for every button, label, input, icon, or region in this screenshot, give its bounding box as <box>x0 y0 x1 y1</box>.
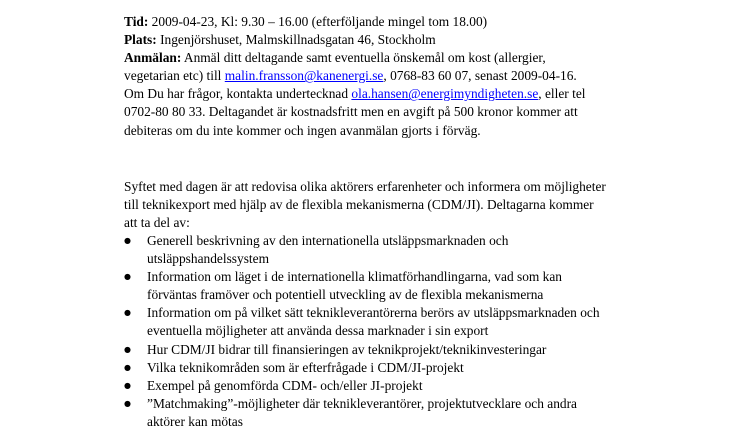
list-item-line: Exempel på genomförda CDM- och/eller JI-projekt <box>147 377 423 393</box>
list-item <box>124 359 644 377</box>
spacer <box>124 140 644 178</box>
list-item-line: aktörer kan mötas <box>147 413 243 429</box>
place-line <box>124 31 644 49</box>
list-item-line: Hur CDM/JI bidrar till finansieringen av teknikprojekt/teknikinvesteringar <box>147 341 547 357</box>
list-item-line: Information om läget i de internationella klimatförhandlingarna, vad som kan <box>147 269 562 285</box>
list-item-line: eventuella möjligheter att använda dessa marknader i sin export <box>147 323 489 339</box>
purpose-line-1: Syftet med dagen är att redovisa olika aktörers erfarenheter och informera om möjligheter <box>124 178 606 194</box>
list-item-line: utsläppshandelssystem <box>147 251 269 267</box>
date-line <box>124 13 644 31</box>
list-item-line: Information om på vilket sätt teknikleverantörerna berörs av utsläppsmarknaden och <box>147 305 600 321</box>
signup-line-2 <box>124 67 644 85</box>
signup-text-3: , 0768-83 60 07, senast 2009-04-16. <box>383 68 577 84</box>
contact-email-link[interactable]: ola.hansen@energimyndigheten.se <box>351 86 539 102</box>
event-info <box>124 13 644 140</box>
bullet-icon: ● <box>124 344 131 354</box>
date-value: 2009-04-23, Kl: 9.30 – 16.00 (efterföljande mingel tom 18.00) <box>148 14 488 29</box>
place-label: Plats: <box>124 32 157 48</box>
purpose-paragraph <box>124 178 644 232</box>
purpose-line-2: till teknikexport med hjälp av de flexibla mekanismerna (CDM/JI). Deltagarna kommer <box>124 196 594 212</box>
contact-text-2: , eller tel <box>538 86 586 102</box>
bullet-list <box>124 232 644 431</box>
list-item-line: ”Matchmaking”-möjligheter där teknikleverantörer, projektutvecklare och andra <box>147 395 578 411</box>
list-item <box>124 395 644 431</box>
list-item <box>124 268 644 304</box>
fee-line-2: debiteras om du inte kommer och ingen avanmälan gjorts i förväg. <box>124 122 481 138</box>
signup-text-2: vegetarian etc) till <box>124 68 225 84</box>
contact-line <box>124 85 644 103</box>
signup-email-link[interactable]: malin.fransson@kanenergi.se <box>224 68 384 84</box>
signup-line-1 <box>124 49 644 67</box>
list-item <box>124 232 644 268</box>
list-item-line: Vilka teknikområden som är efterfrågade i CDM/JI-projekt <box>147 359 464 375</box>
contact-text-1: Om Du har frågor, kontakta undertecknad <box>124 86 352 102</box>
list-item-line: Generell beskrivning av den internationella utsläppsmarknaden och <box>147 232 509 248</box>
list-item <box>124 341 644 359</box>
signup-label: Anmälan: <box>124 50 182 66</box>
date-label: Tid: <box>124 14 149 29</box>
bullet-icon: ● <box>124 380 131 390</box>
place-value: Ingenjörshuset, Malmskillnadsgatan 46, Stockholm <box>156 32 436 48</box>
signup-text-1: Anmäl ditt deltagande samt eventuella önskemål om kost (allergier, <box>181 50 546 66</box>
bullet-icon: ● <box>124 308 131 318</box>
fee-line-1: 0702-80 80 33. Deltagandet är kostnadsfritt men en avgift på 500 kronor kommer att <box>124 104 578 120</box>
bullet-icon: ● <box>124 398 131 408</box>
list-item-line: förväntas framöver och potentiell utveckling av de flexibla mekanismerna <box>147 287 544 303</box>
list-item <box>124 377 644 395</box>
bullet-icon: ● <box>124 235 131 245</box>
bullet-icon: ● <box>124 272 131 282</box>
document-page <box>124 13 644 431</box>
bullet-icon: ● <box>124 362 131 372</box>
purpose-line-3: att ta del av: <box>124 214 190 230</box>
list-item <box>124 304 644 340</box>
